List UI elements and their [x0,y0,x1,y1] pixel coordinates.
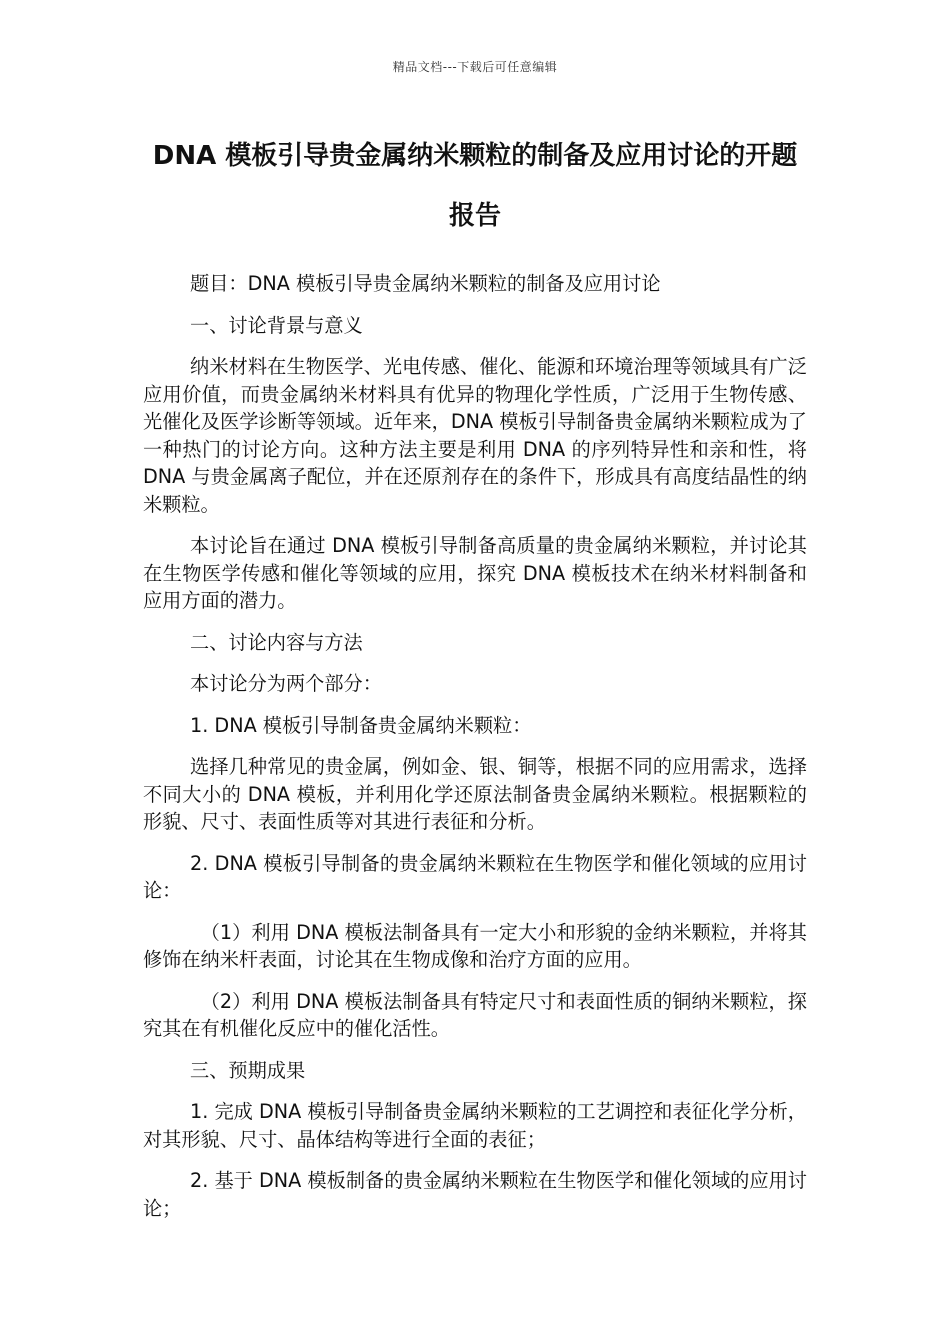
section-1-heading: 一、讨论背景与意义 [190,313,363,337]
topic-line: 题目：DNA 模板引导贵金属纳米颗粒的制备及应用讨论 [190,272,661,295]
section-2-item-1: 1. DNA 模板引导制备贵金属纳米颗粒： [190,713,532,737]
section-2-intro: 本讨论分为两个部分： [190,672,382,695]
section-2-item-2-sub-1: （1）利用 DNA 模板法制备具有一定大小和形貌的金纳米颗粒，并将其修饰在纳米杆表面，讨论其在生物成像和治疗方面的应用。 [143,920,807,971]
section-2-item-1-description: 选择几种常见的贵金属，例如金、银、铜等，根据不同的应用需求，选择不同大小的 DNA 模板，并利用化学还原法制备贵金属纳米颗粒。根据颗粒的形貌、尺寸、表面性质等对其进行表征和分析。 [143,755,807,833]
document-title: DNA 模板引导贵金属纳米颗粒的制备及应用讨论的开题报告 [152,141,798,231]
section-2-item-2-sub-2: （2）利用 DNA 模板法制备具有特定尺寸和表面性质的铜纳米颗粒，探究其在有机催化反应中的催化活性。 [143,989,807,1040]
section-3-heading: 三、预期成果 [190,1058,306,1082]
section-3-item-2: 2. 基于 DNA 模板制备的贵金属纳米颗粒在生物医学和催化领域的应用讨论； [143,1169,807,1220]
section-1-paragraph-1: 纳米材料在生物医学、光电传感、催化、能源和环境治理等领域具有广泛应用价值，而贵金属纳米材料具有优异的物理化学性质，广泛用于生物传感、光催化及医学诊断等领域。近年来，DNA 模板引导制备贵金属纳米颗粒成为了一种热门的讨论方向。这种方法主要是利用 DNA 的序列特异性和亲和性，将 DNA 与贵金属离子配位，并在还原剂存在的条件下，形成具有高度结晶性的纳米颗粒。 [143,355,807,516]
header-note: 精品文档---下载后可任意编辑 [392,60,558,74]
section-1-paragraph-2: 本讨论旨在通过 DNA 模板引导制备高质量的贵金属纳米颗粒，并讨论其在生物医学传感和催化等领域的应用，探究 DNA 模板技术在纳米材料制备和应用方面的潜力。 [143,534,807,612]
document-body [143,270,807,1236]
section-3-item-1: 1. 完成 DNA 模板引导制备贵金属纳米颗粒的工艺调控和表征化学分析，对其形貌、尺寸、晶体结构等进行全面的表征； [143,1100,807,1151]
section-2-item-2: 2. DNA 模板引导制备的贵金属纳米颗粒在生物医学和催化领域的应用讨论： [143,851,807,902]
section-2-heading: 二、讨论内容与方法 [190,630,363,654]
